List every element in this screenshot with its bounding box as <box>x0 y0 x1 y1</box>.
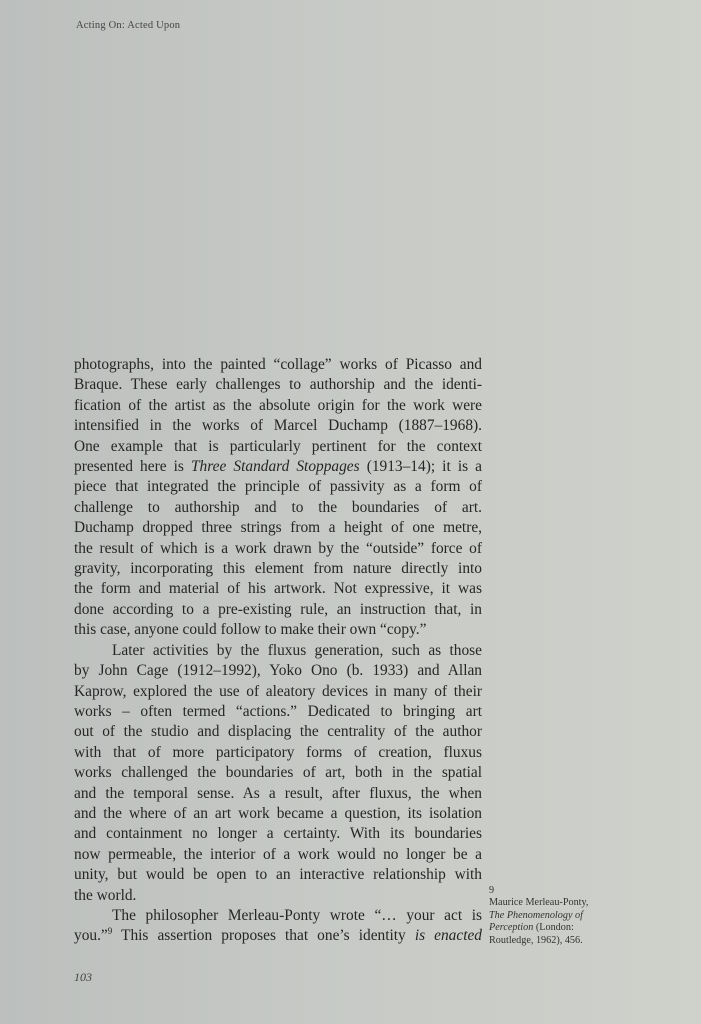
body-line: the form and material of his artwork. Not expressive, it was <box>74 580 482 598</box>
body-line: this case, anyone could follow to make their own “copy.” <box>74 621 427 639</box>
body-line: done according to a pre-existing rule, an instruction that, in <box>74 600 482 618</box>
body-line: and the where of an art work became a question, its isolation <box>74 804 482 822</box>
sidenote-publisher: Routledge, 1962), 456. <box>489 934 583 946</box>
body-line: gravity, incorporating this element from nature directly into <box>74 560 482 578</box>
body-line: and the temporal sense. As a result, after fluxus, the when <box>74 784 482 802</box>
text-run: you.” <box>74 927 108 945</box>
body-line: with that of more participatory forms of creation, fluxus <box>74 743 482 761</box>
body-line: Duchamp dropped three strings from a height of one metre, <box>74 519 482 537</box>
body-line: now permeable, the interior of a work would no longer be a <box>74 845 482 863</box>
body-line: piece that integrated the principle of passivity as a form of <box>74 478 482 496</box>
body-line: unity, but would be open to an interactive relationship with <box>74 866 482 884</box>
sidenote <box>489 885 629 947</box>
body-line <box>74 457 482 477</box>
text-run: presented here is <box>74 458 191 476</box>
book-title: The Phenomenology of <box>489 909 583 921</box>
page-number: 103 <box>74 970 92 984</box>
body-line: works challenged the boundaries of art, both in the spatial <box>74 764 482 782</box>
body-line: photographs, into the painted “collage” works of Picasso and <box>74 356 482 373</box>
text-run: (1913–14); it is a <box>359 458 483 476</box>
body-line: and containment no longer a certainty. With its boundaries <box>74 825 482 843</box>
book-title: Perception <box>489 922 534 934</box>
body-line: the result of which is a work drawn by the “outside” force of <box>74 539 482 557</box>
body-line: Braque. These early challenges to authorship and the identi- <box>74 376 482 394</box>
text-run: This assertion proposes that one’s identity <box>112 927 415 945</box>
sidenote-publication <box>489 922 629 934</box>
body-line: the world. <box>74 886 137 904</box>
body-line: works – often termed “actions.” Dedicated to bringing art <box>74 702 482 720</box>
artwork-title: Three Standard Stoppages <box>190 458 360 476</box>
body-line: One example that is particularly pertinent for the context <box>74 437 482 455</box>
body-line: by John Cage (1912–1992), Yoko Ono (b. 1933) and Allan <box>74 662 482 680</box>
body-line: out of the studio and displacing the centrality of the author <box>74 723 482 741</box>
body-line <box>74 926 482 946</box>
body-line: The philosopher Merleau-Ponty wrote “… your act is <box>112 906 482 924</box>
text-run: (London: <box>533 922 574 934</box>
body-line: Later activities by the fluxus generation, such as those <box>112 641 482 659</box>
body-line: intensified in the works of Marcel Duchamp (1887–1968). <box>74 417 482 435</box>
body-text <box>74 355 482 947</box>
emphasis-text: is enacted <box>414 927 482 945</box>
running-head: Acting On: Acted Upon <box>76 20 181 31</box>
sidenote-title <box>489 910 629 922</box>
sidenote-number: 9 <box>489 885 495 896</box>
sidenote-author: Maurice Merleau-Ponty, <box>489 897 589 909</box>
body-line: fication of the artist as the absolute origin for the work were <box>74 396 482 414</box>
body-line: challenge to authorship and to the boundaries of art. <box>74 498 482 516</box>
body-line: Kaprow, explored the use of aleatory devices in many of their <box>74 682 482 700</box>
footnote-reference: 9 <box>107 926 113 937</box>
